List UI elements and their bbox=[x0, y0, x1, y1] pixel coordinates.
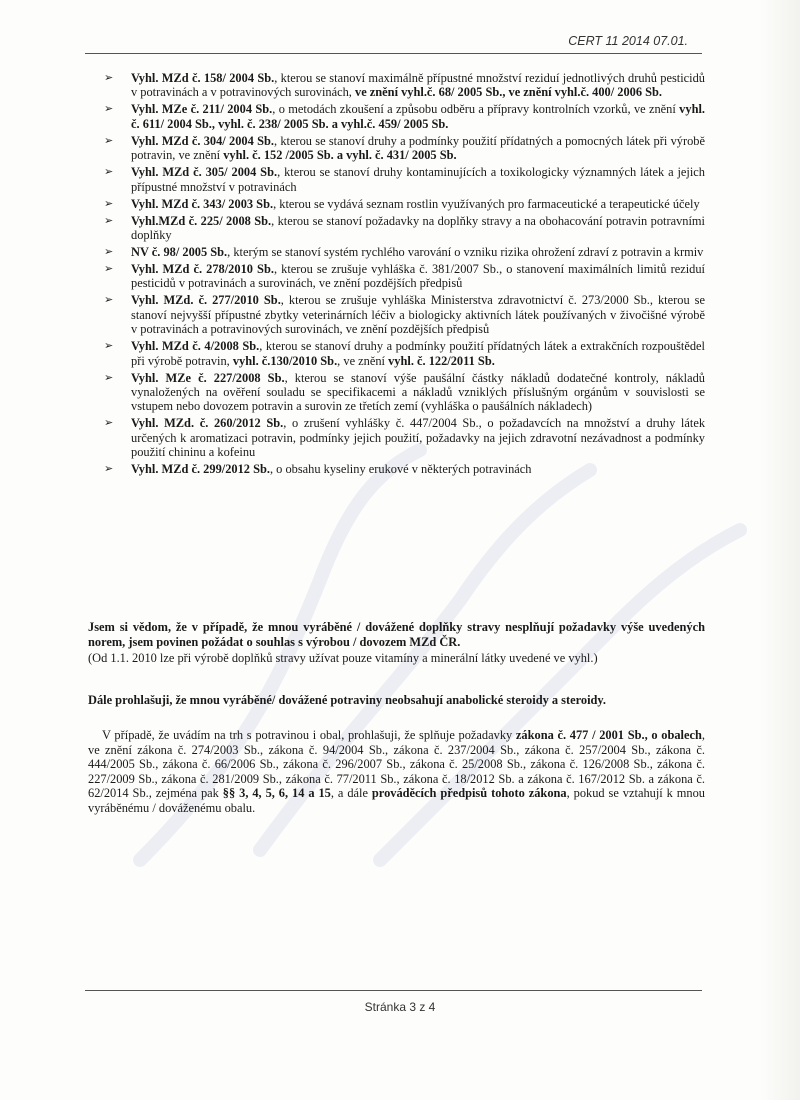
text-segment: , a dále bbox=[330, 786, 372, 801]
bold-text-segment: Vyhl. MZd č. 278/2010 Sb. bbox=[131, 262, 274, 277]
bold-text-segment: vyhl. č. 152 /2005 Sb. a vyhl. č. 431/ 2005 Sb. bbox=[223, 148, 457, 163]
text-segment: , kterou se stanoví druhy kontaminujících a toxikologicky významných látek a jejich přípustné množství v potravinách bbox=[131, 165, 705, 194]
bold-text-segment: zákona č. 477 / 2001 Sb., o obalech bbox=[515, 728, 702, 742]
text-segment: , pokud se vztahují k mnou vyráběnému / dováženému obalu. bbox=[88, 786, 705, 815]
regulation-item bbox=[97, 371, 705, 414]
text-segment: , o obsahu kyseliny erukové v některých potravinách bbox=[269, 462, 532, 477]
bold-text-segment: NV č. 98/ 2005 Sb. bbox=[131, 245, 228, 260]
regulation-item bbox=[97, 262, 705, 291]
bold-text-segment: Vyhl. MZd č. 305/ 2004 Sb. bbox=[131, 165, 278, 180]
regulations-list bbox=[97, 71, 705, 479]
arrow-bullet-icon: ➢ bbox=[104, 463, 114, 476]
text-segment: , kterou se zrušuje vyhláška č. 381/2007 Sb., o stanovení maximálních limitů reziduí pesticidů v potravinách a surovinách, ve znění pozdějších předpisů bbox=[131, 262, 705, 291]
arrow-bullet-icon: ➢ bbox=[104, 417, 114, 430]
supplements-declaration-text: Jsem si vědom, že v případě, že mnou vyráběné / dovážené doplňky stravy nesplňují požadavky výše uvedených norem, jsem povinen požádat o souhlas s výrobou / dovozem MZd ČR. bbox=[88, 620, 705, 649]
header-rule bbox=[85, 53, 702, 54]
supplements-note: (Od 1.1. 2010 lze při výrobě doplňků stravy užívat pouze vitamíny a minerální látky uvedené ve vyhl.) bbox=[88, 651, 598, 666]
bold-text-segment: Vyhl. MZd č. 158/ 2004 Sb. bbox=[131, 71, 275, 85]
bold-text-segment: §§ 3, 4, 5, 6, 14 a 15 bbox=[222, 786, 331, 801]
regulation-item bbox=[97, 245, 705, 259]
bold-text-segment: prováděcích předpisů tohoto zákona bbox=[371, 786, 567, 801]
arrow-bullet-icon: ➢ bbox=[104, 134, 114, 147]
bold-text-segment: Vyhl. MZd č. 343/ 2003 Sb. bbox=[131, 196, 274, 211]
supplements-declaration bbox=[88, 620, 705, 666]
text-segment: , ve znění bbox=[337, 353, 389, 368]
steroids-declaration bbox=[88, 693, 705, 708]
bold-text-segment: Vyhl. MZd č. 304/ 2004 Sb. bbox=[131, 133, 274, 148]
regulation-item bbox=[97, 71, 705, 100]
bold-text-segment: Vyhl. MZd. č. 260/2012 Sb. bbox=[131, 416, 284, 431]
bold-text-segment: Vyhl. MZe č. 227/2008 Sb. bbox=[131, 370, 285, 385]
bold-text-segment: Vyhl. MZd č. 299/2012 Sb. bbox=[131, 462, 270, 477]
text-segment: , ve znění zákona č. 274/2003 Sb., zákona č. 94/2004 Sb., zákona č. 237/2004 Sb., zákona č. 257/2004 Sb., zákona č. 444/2005 Sb., zákona č. 66/2006 Sb., zákona č. 296/2007 Sb., zákona č. 25/2008 Sb., zákona č. 126/2008 Sb., zákona č. 227/2009 Sb., zákona č. 281/2009 Sb., zákona č. 77/2011 Sb., zákona č. 18/2012 Sb. a zákona č. 167/2012 Sb. a zákona č. 62/2014 Sb., zejména pak bbox=[88, 728, 706, 801]
arrow-bullet-icon: ➢ bbox=[104, 103, 114, 116]
bold-text-segment: Vyhl. MZd č. 4/2008 Sb. bbox=[131, 339, 260, 354]
arrow-bullet-icon: ➢ bbox=[104, 214, 114, 227]
arrow-bullet-icon: ➢ bbox=[104, 246, 114, 259]
text-segment: , kterým se stanoví systém rychlého varování o vzniku rizika ohrožení zdraví z potravin a krmiv bbox=[227, 245, 704, 260]
text-segment: , kterou se zrušuje vyhláška Ministerstva zdravotnictví č. 273/2000 Sb., kterou se stanoví nejvyšší přípustné zbytky veterinárních léčiv a biologicky aktivních látek používaných v živočišné výrobě v potravinách a potravinových surovinách, ve znění pozdějších předpisů bbox=[131, 293, 705, 337]
text-segment: V případě, že uvádím na trh s potravinou i obal, prohlašuji, že splňuje požadavky bbox=[102, 728, 516, 742]
regulation-item bbox=[97, 134, 705, 163]
arrow-bullet-icon: ➢ bbox=[104, 166, 114, 179]
arrow-bullet-icon: ➢ bbox=[104, 294, 114, 307]
bold-text-segment: Vyhl. MZd. č. 277/2010 Sb. bbox=[131, 293, 281, 308]
regulation-item bbox=[97, 339, 705, 368]
regulation-item bbox=[97, 197, 705, 211]
bold-text-segment: vyhl. č.130/2010 Sb. bbox=[232, 353, 338, 368]
arrow-bullet-icon: ➢ bbox=[104, 197, 114, 210]
regulation-item bbox=[97, 293, 705, 336]
regulation-item bbox=[97, 102, 705, 131]
page-number: Stránka 3 z 4 bbox=[364, 1000, 436, 1014]
text-segment: , kterou se stanoví druhy a podmínky použití přídatných a pomocných látek při výrobě potravin, ve znění bbox=[131, 133, 705, 163]
text-segment: , o zrušení vyhlášky č. 447/2004 Sb., o požadavcích na množství a druhy látek určených k aromatizaci potravin, podmínky jejich použití, požadavky na jejich zdravotní nezávadnost a podmínky použití chininu a kofeinu bbox=[131, 416, 706, 460]
regulation-item bbox=[97, 416, 705, 459]
packaging-declaration bbox=[88, 728, 705, 816]
text-segment: , o metodách zkoušení a způsobu odběru a přípravy kontrolních vzorků, ve znění bbox=[272, 102, 680, 117]
regulation-item bbox=[97, 214, 705, 243]
arrow-bullet-icon: ➢ bbox=[104, 72, 114, 84]
steroids-declaration-text: Dále prohlašuji, že mnou vyráběné/ dovážené potraviny neobsahují anabolické steroidy a steroidy. bbox=[88, 693, 607, 707]
bold-text-segment: vyhl. č. 122/2011 Sb. bbox=[388, 353, 495, 368]
text-segment: , kterou se stanoví maximálně přípustné množství reziduí jednotlivých druhů pesticidů v potravinách a v potravinových surovinách, bbox=[131, 71, 705, 100]
regulation-item bbox=[97, 165, 705, 194]
bold-text-segment: vyhl. č. 611/ 2004 Sb., vyhl. č. 238/ 2005 Sb. a vyhl.č. 459/ 2005 Sb. bbox=[131, 102, 705, 131]
text-segment: , kterou se stanoví výše paušální částky nákladů dodatečné kontroly, nákladů vynaložených na ověření souladu se specifikacemi a nákladů vzniklých příslušným orgánům v souvislosti se vstupem nebo dovozem potravin a surovin ze třetích zemí (vyhláška o paušálních nákladech) bbox=[131, 370, 706, 414]
scan-edge bbox=[760, 0, 800, 1100]
text-segment: , kterou se vydává seznam rostlin využívaných pro farmaceutické a terapeutické účely bbox=[273, 196, 700, 211]
bold-text-segment: ve znění vyhl.č. 68/ 2005 Sb., ve znění vyhl.č. 400/ 2006 Sb. bbox=[355, 85, 663, 100]
regulation-item bbox=[97, 462, 705, 476]
arrow-bullet-icon: ➢ bbox=[104, 340, 114, 353]
arrow-bullet-icon: ➢ bbox=[104, 371, 114, 384]
text-segment: , kterou se stanoví požadavky na doplňky stravy a na obohacování potravin potravními doplňky bbox=[131, 213, 705, 243]
arrow-bullet-icon: ➢ bbox=[104, 263, 114, 276]
bold-text-segment: Vyhl. MZe č. 211/ 2004 Sb. bbox=[131, 102, 273, 117]
document-code: CERT 11 2014 07.01. bbox=[568, 34, 688, 48]
text-segment: , kterou se stanoví druhy a podmínky použití přídatných látek a extrakčních rozpouštědel při výrobě potravin, bbox=[131, 339, 705, 368]
footer-rule bbox=[85, 990, 702, 991]
bold-text-segment: Vyhl.MZd č. 225/ 2008 Sb. bbox=[131, 213, 272, 228]
